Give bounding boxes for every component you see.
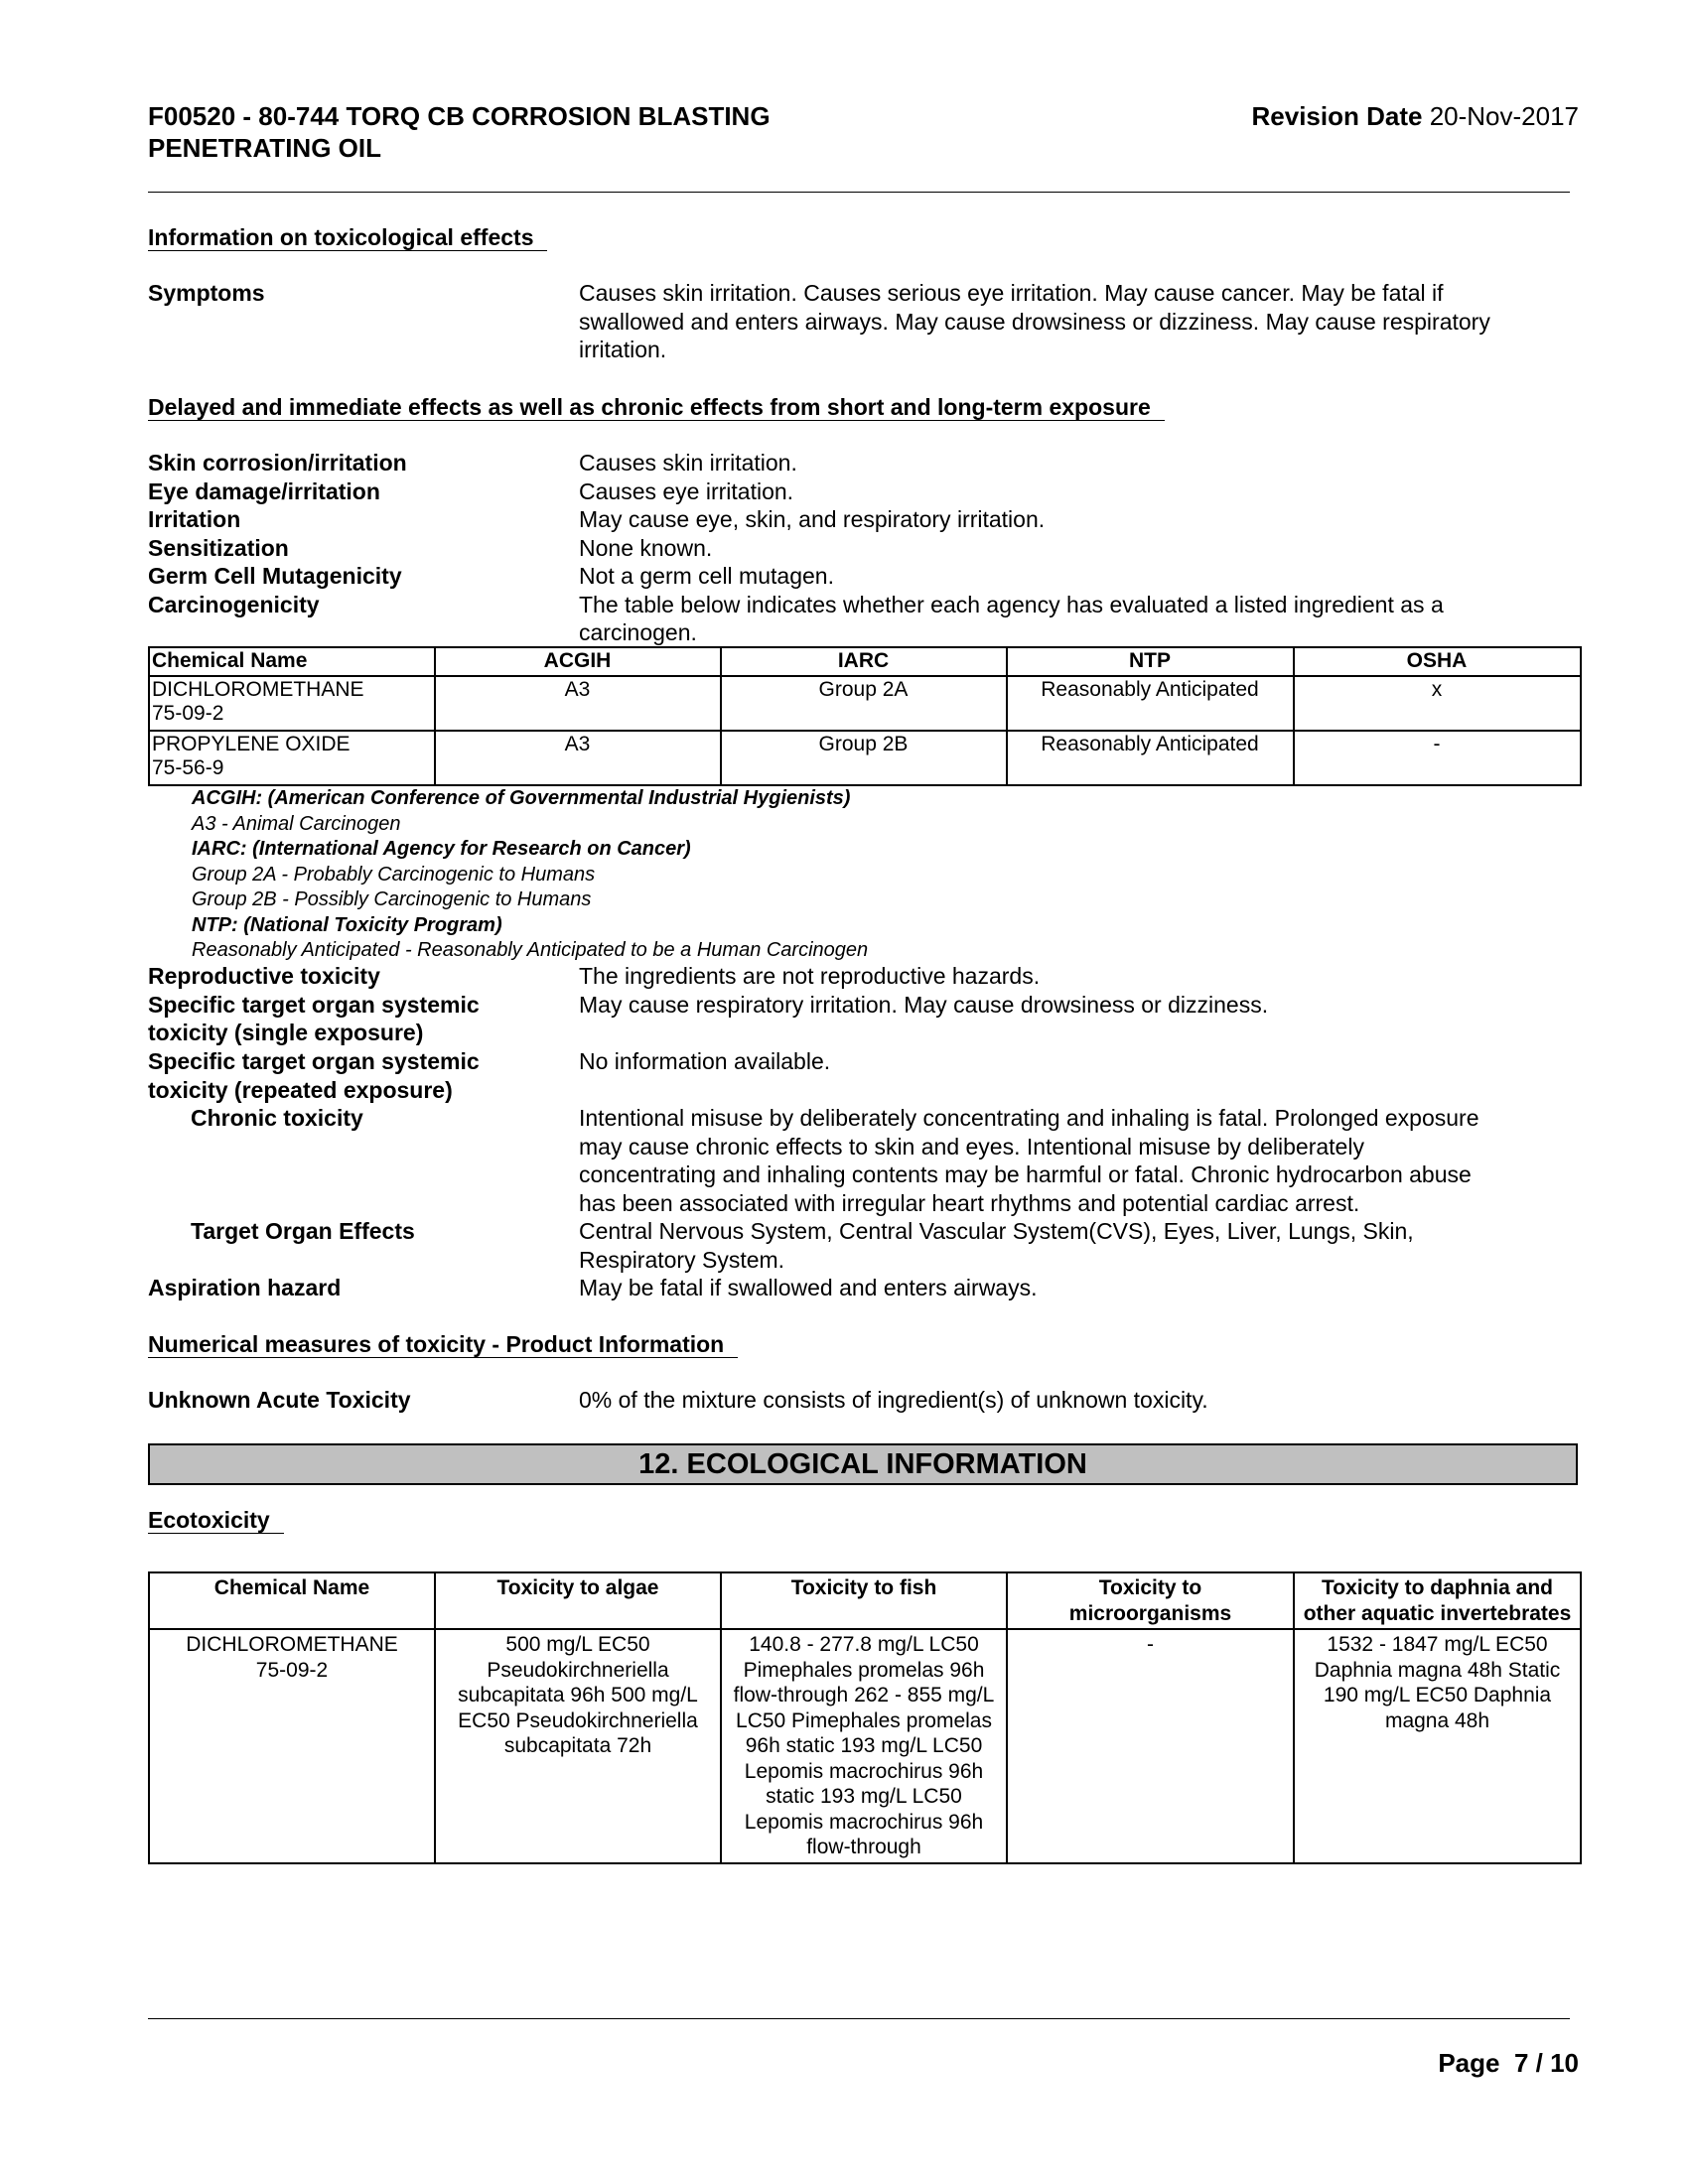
col-acgih: ACGIH: [435, 647, 721, 676]
reproductive-label: Reproductive toxicity: [148, 963, 380, 989]
col-osha: OSHA: [1294, 647, 1581, 676]
ntp-cell: Reasonably Anticipated: [1007, 676, 1294, 731]
aspiration-label: Aspiration hazard: [148, 1275, 342, 1300]
legend-reasonably-anticipated: Reasonably Anticipated - Reasonably Anticipated to be a Human Carcinogen: [192, 939, 869, 961]
daphnia-cell: 1532 - 1847 mg/L EC50 Daphnia magna 48h Static 190 mg/L EC50 Daphnia magna 48h: [1294, 1629, 1581, 1863]
aspiration-value: May be fatal if swallowed and enters airways.: [579, 1275, 1038, 1300]
sensitization-label: Sensitization: [148, 534, 289, 561]
symptoms-value: Causes skin irritation. Causes serious eye irritation. May cause cancer. May be fatal if swallowed and enters airways. May cause drowsiness or dizziness. May cause respiratory irritation.: [579, 280, 1490, 362]
footer-divider: [148, 2018, 1570, 2019]
eye-damage-value: Causes eye irritation.: [579, 478, 794, 504]
table-header-row: [149, 1572, 1581, 1629]
carcinogenicity-value: The table below indicates whether each agency has evaluated a listed ingredient as a carcinogen.: [579, 591, 1444, 645]
col-fish: Toxicity to fish: [721, 1572, 1007, 1629]
tox-info-heading: Information on toxicological effects: [148, 222, 547, 252]
reproductive-value: The ingredients are not reproductive hazards.: [579, 963, 1041, 989]
iarc-cell: Group 2B: [721, 731, 1007, 785]
germ-cell-value: Not a germ cell mutagen.: [579, 563, 834, 589]
header-divider: [148, 192, 1570, 193]
col-iarc: IARC: [721, 647, 1007, 676]
carcinogen-legend: [192, 786, 868, 964]
osha-cell: x: [1294, 676, 1581, 731]
col-microorganisms: Toxicity to microorganisms: [1007, 1572, 1294, 1629]
col-chemical-name: Chemical Name: [149, 1572, 435, 1629]
unknown-acute-label: Unknown Acute Toxicity: [148, 1387, 411, 1413]
col-ntp: NTP: [1007, 647, 1294, 676]
col-chemical-name: Chemical Name: [149, 647, 435, 676]
revision-date-label: Revision Date: [1251, 101, 1423, 131]
table-row: [149, 1629, 1581, 1863]
document-title-line2: PENETRATING OIL: [148, 133, 381, 163]
page-value: 7 / 10: [1513, 2048, 1579, 2078]
table-row: [149, 676, 1581, 731]
legend-ntp: NTP: (National Toxicity Program): [192, 913, 502, 936]
legend-a3: A3 - Animal Carcinogen: [192, 812, 401, 835]
carcinogenicity-table: [148, 646, 1582, 786]
document-title-line1: F00520 - 80-744 TORQ CB CORROSION BLASTING: [148, 101, 771, 131]
carcinogenicity-label: Carcinogenicity: [148, 591, 320, 617]
microorganisms-cell: -: [1007, 1629, 1294, 1863]
eye-damage-label: Eye damage/irritation: [148, 478, 380, 504]
ecotoxicity-table: [148, 1571, 1582, 1864]
document-title: [148, 100, 771, 164]
algae-cell: 500 mg/L EC50 Pseudokirchneriella subcapitata 96h 500 mg/L EC50 Pseudokirchneriella subcapitata 72h: [435, 1629, 721, 1863]
chronic-toxicity-value: Intentional misuse by deliberately concentrating and inhaling is fatal. Prolonged exposure may cause chronic effects to skin and eyes. Intentional misuse by deliberately concentrating and inhaling contents may be harmful or fatal. Chronic hydrocarbon abuse has been associated with irregular heart rhythms and potential cardiac arrest.: [579, 1105, 1479, 1216]
legend-group-2b: Group 2B - Possibly Carcinogenic to Humans: [192, 888, 592, 910]
col-daphnia: Toxicity to daphnia and other aquatic invertebrates: [1294, 1572, 1581, 1629]
col-algae: Toxicity to algae: [435, 1572, 721, 1629]
chemical-name-cell: PROPYLENE OXIDE 75-56-9: [149, 731, 435, 785]
ecotoxicity-heading: Ecotoxicity: [148, 1505, 284, 1535]
target-organ-label: Target Organ Effects: [191, 1218, 415, 1244]
unknown-acute-value: 0% of the mixture consists of ingredient(s) of unknown toxicity.: [579, 1387, 1208, 1413]
table-row: [149, 731, 1581, 785]
stot-repeated-label: Specific target organ systemic toxicity (repeated exposure): [148, 1048, 480, 1103]
revision-date: [1252, 100, 1580, 132]
germ-cell-label: Germ Cell Mutagenicity: [148, 563, 402, 589]
page-label: Page: [1438, 2048, 1500, 2078]
ntp-cell: Reasonably Anticipated: [1007, 731, 1294, 785]
acgih-cell: A3: [435, 676, 721, 731]
stot-repeated-value: No information available.: [579, 1048, 831, 1074]
skin-corrosion-value: Causes skin irritation.: [579, 450, 797, 476]
revision-date-value: 20-Nov-2017: [1429, 101, 1579, 131]
stot-single-value: May cause respiratory irritation. May cause drowsiness or dizziness.: [579, 991, 1269, 1018]
page-number: [1438, 2048, 1579, 2079]
section-12-title: 12. ECOLOGICAL INFORMATION: [148, 1443, 1578, 1485]
delayed-effects-heading: Delayed and immediate effects as well as chronic effects from short and long-term exposure: [148, 392, 1165, 422]
legend-iarc: IARC: (International Agency for Research on Cancer): [192, 838, 691, 860]
chronic-toxicity-label: Chronic toxicity: [191, 1105, 363, 1131]
table-header-row: [149, 647, 1581, 676]
symptoms-label: Symptoms: [148, 280, 265, 306]
fish-cell: 140.8 - 277.8 mg/L LC50 Pimephales promelas 96h flow-through 262 - 855 mg/L LC50 Pimephales promelas 96h static 193 mg/L LC50 Lepomis macrochirus 96h static 193 mg/L LC50 Lepomis macrochirus 96h flow-through: [721, 1629, 1007, 1863]
acgih-cell: A3: [435, 731, 721, 785]
stot-single-label: Specific target organ systemic toxicity (single exposure): [148, 991, 480, 1045]
skin-corrosion-label: Skin corrosion/irritation: [148, 450, 407, 476]
legend-group-2a: Group 2A - Probably Carcinogenic to Humans: [192, 863, 596, 886]
iarc-cell: Group 2A: [721, 676, 1007, 731]
irritation-label: Irritation: [148, 506, 241, 532]
irritation-value: May cause eye, skin, and respiratory irritation.: [579, 506, 1046, 532]
target-organ-value: Central Nervous System, Central Vascular System(CVS), Eyes, Liver, Lungs, Skin, Respiratory System.: [579, 1218, 1414, 1273]
numerical-measures-heading: Numerical measures of toxicity - Product Information: [148, 1329, 738, 1359]
chemical-name-cell: DICHLOROMETHANE 75-09-2: [149, 1629, 435, 1863]
chemical-name-cell: DICHLOROMETHANE 75-09-2: [149, 676, 435, 731]
sensitization-value: None known.: [579, 534, 713, 561]
legend-acgih: ACGIH: (American Conference of Governmental Industrial Hygienists): [192, 787, 851, 809]
osha-cell: -: [1294, 731, 1581, 785]
